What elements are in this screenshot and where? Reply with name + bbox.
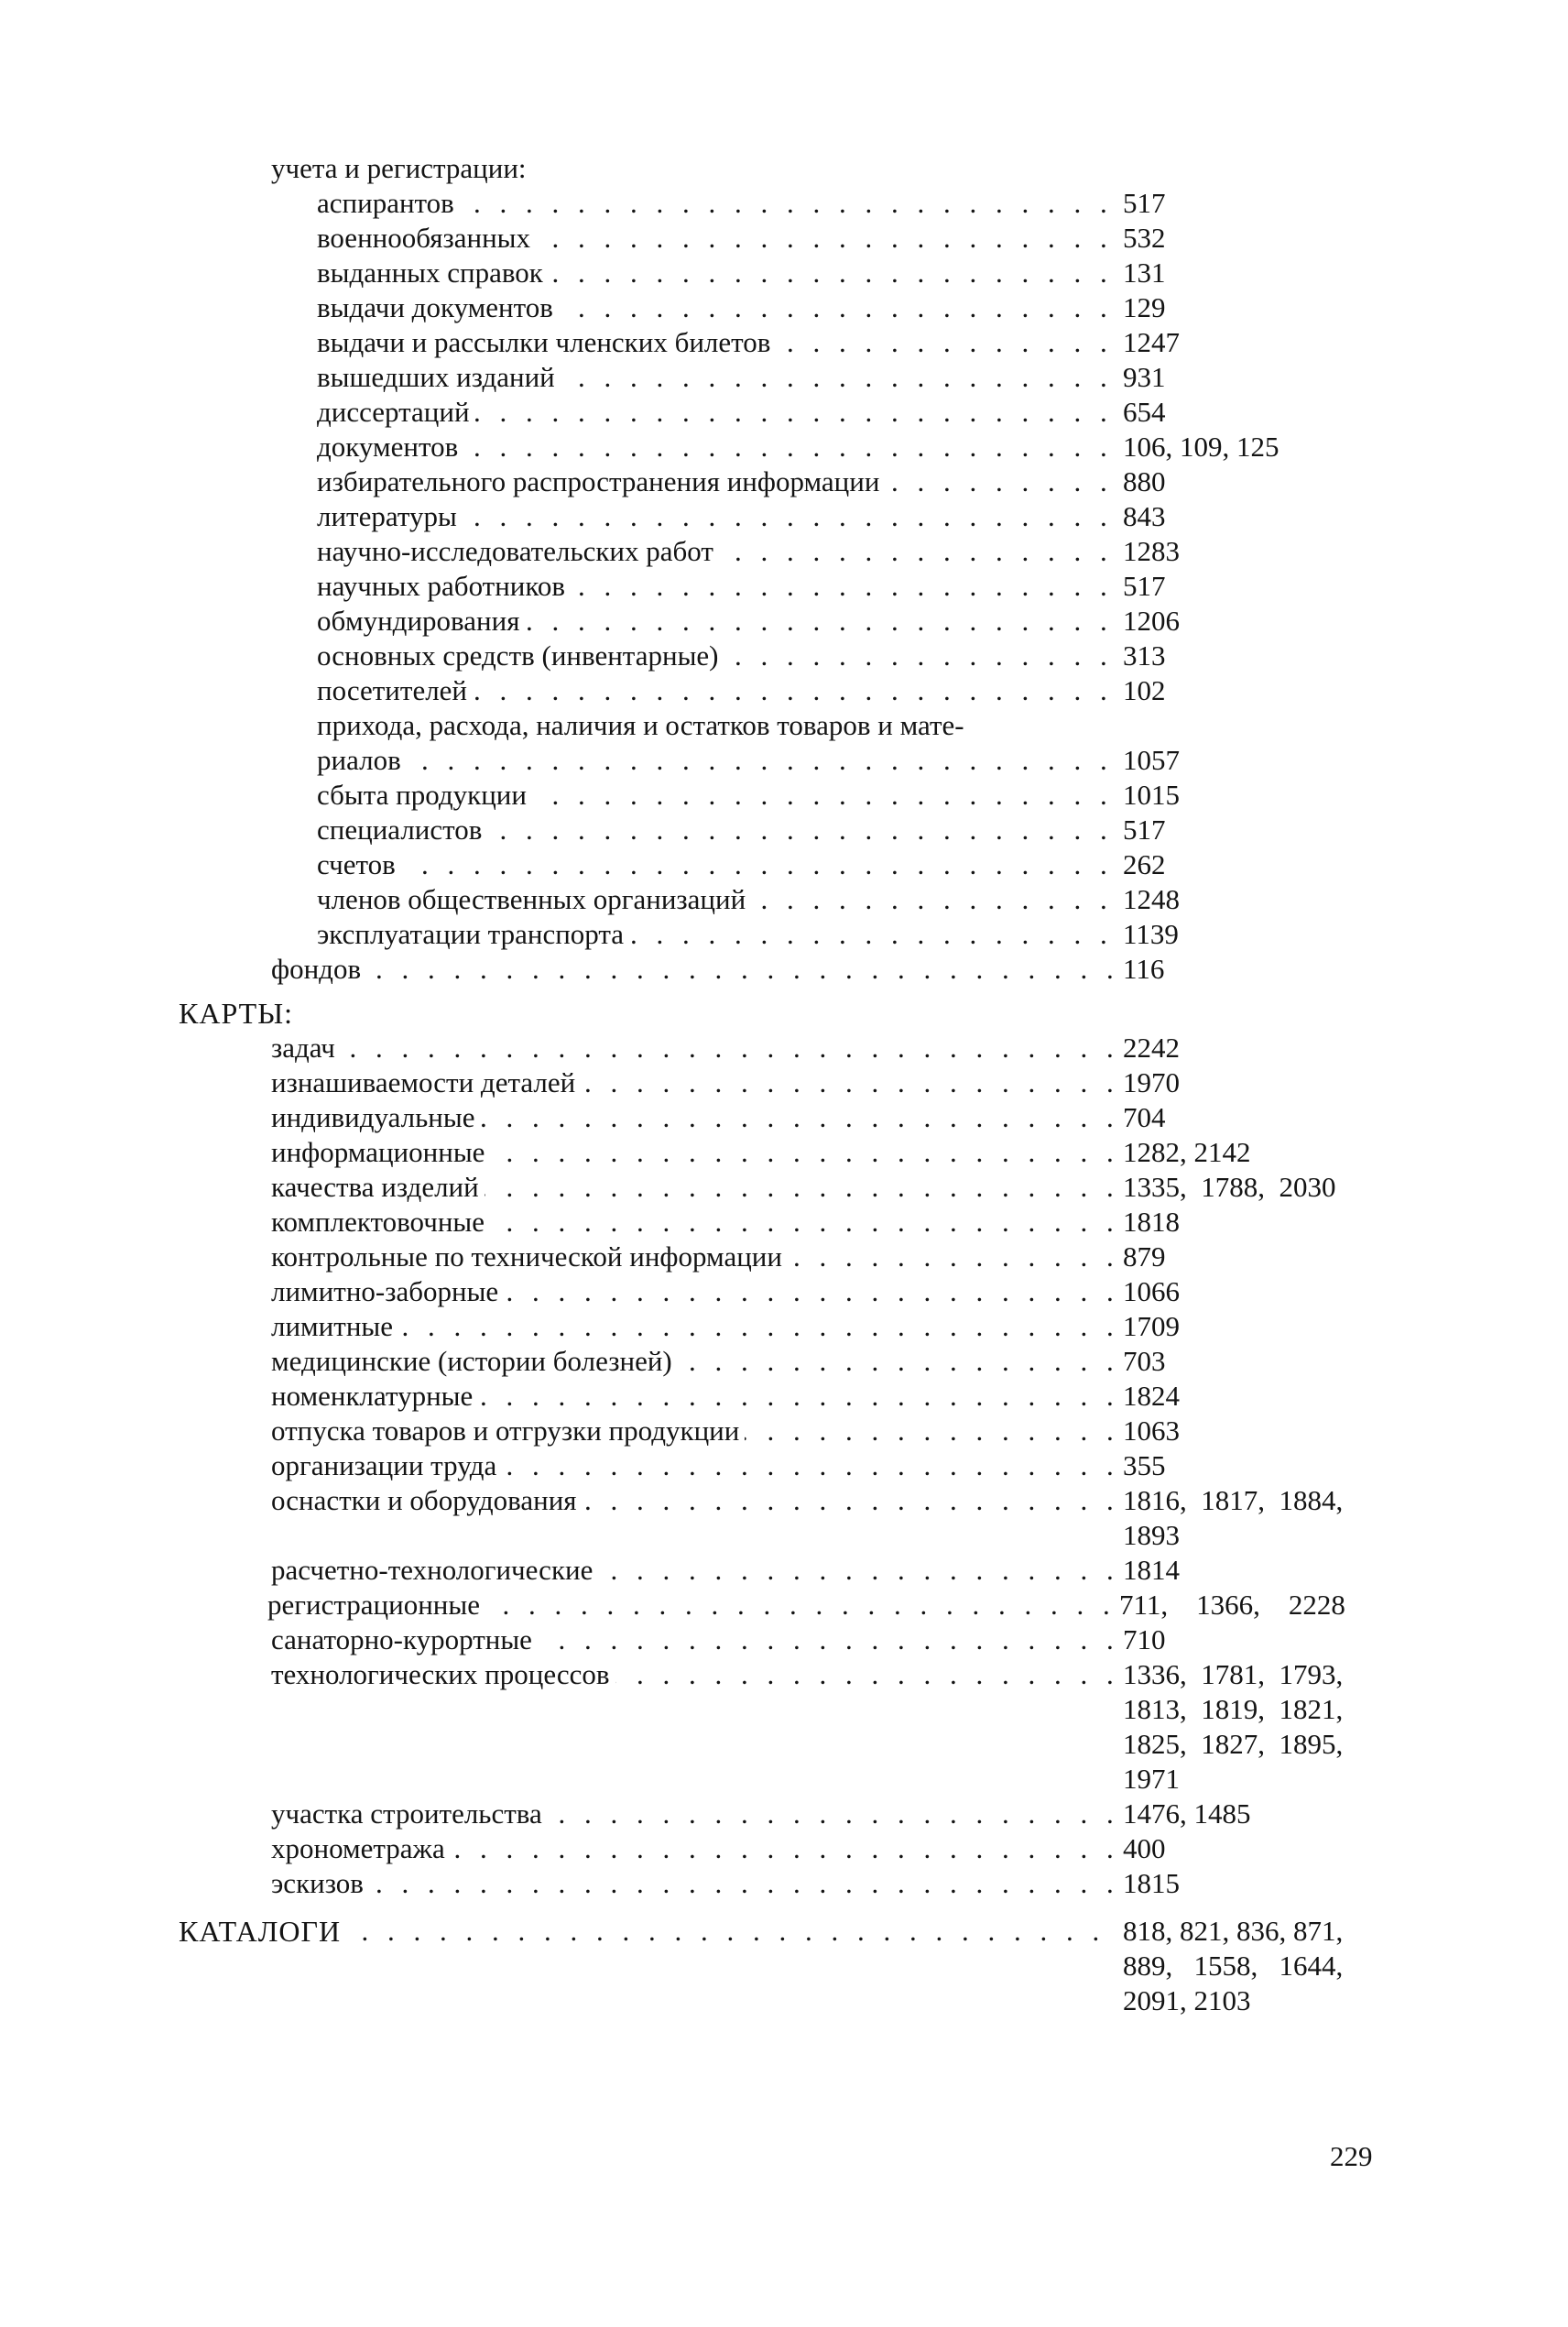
page-ref: 843 [1123,500,1166,532]
page-ref: 1709 [1123,1310,1180,1342]
page-ref: 1816, 1817, 1884, [1123,1484,1344,1516]
page-ref-continued: 1825, 1827, 1895, [1123,1728,1344,1760]
page-ref: 1336, 1781, 1793, [1123,1658,1344,1690]
index-entry: . . . изнашиваемости деталей [271,1065,1116,1100]
index-entry: . . . специалистов [317,813,1116,847]
index-entry: . . . организации труда [271,1448,1116,1483]
page-ref: 532 [1123,222,1166,254]
page-ref-continued: 889, 1558, 1644, [1123,1950,1344,1982]
index-entry: . . . посетителей [317,673,1116,708]
page-ref: 1057 [1123,744,1180,776]
page-ref: 129 [1123,291,1166,323]
index-entry: . . . информационные [271,1135,1116,1170]
page-ref: 1248 [1123,883,1180,915]
index-entry: . . . расчетно-технологические [271,1553,1116,1588]
index-entry: . . . военнообязанных [317,221,1116,256]
page-ref: 2242 [1123,1032,1180,1064]
page-ref: 1476, 1485 [1123,1797,1251,1830]
subentry-heading: учета и регистрации: [271,152,527,184]
index-entry: . . . вышедших изданий [317,360,1116,395]
page-ref: 703 [1123,1345,1166,1377]
index-entry: . . . номенклатурные [271,1379,1116,1414]
section-heading-karty: КАРТЫ: [179,997,293,1030]
page-ref: 1283 [1123,535,1180,567]
page-ref: 116 [1123,953,1165,985]
index-entry: . . . санаторно-курортные [271,1622,1116,1657]
index-entry: . . . комплектовочные [271,1205,1116,1240]
page-ref: 1282, 2142 [1123,1136,1251,1168]
page-ref: 517 [1123,814,1166,846]
page-ref: 313 [1123,639,1166,672]
index-entry-line1: прихода, расхода, наличия и остатков товаров и мате- [317,709,964,741]
index-entry: . . . выдачи документов [317,290,1116,325]
page-ref: 1814 [1123,1554,1180,1586]
page-ref: 1015 [1123,779,1180,811]
page-number: 229 [1330,2140,1373,2172]
page-ref: 704 [1123,1101,1166,1133]
page-ref: 102 [1123,674,1166,706]
page-ref: 879 [1123,1240,1166,1273]
index-entry: . . . диссертаций [317,395,1116,430]
index-entry: . . . технологических процессов [271,1657,1116,1692]
index-entry: . . . оснастки и оборудования [271,1483,1116,1518]
page-ref: 1335, 1788, 2030 [1123,1171,1336,1203]
page-ref: 1206 [1123,605,1180,637]
page-ref: 1247 [1123,326,1180,358]
page-ref: 1063 [1123,1415,1180,1447]
index-entry: . . . избирательного распространения информации [317,464,1116,499]
page-ref: 1066 [1123,1275,1180,1307]
page-ref: 880 [1123,465,1166,497]
index-entry: . . . качества изделий [271,1170,1116,1205]
index-entry: . . . эскизов [271,1866,1116,1901]
page-ref: 1970 [1123,1066,1180,1098]
page-ref: 355 [1123,1449,1166,1481]
index-entry: . . . участка строительства [271,1797,1116,1831]
index-entry: . . . выдачи и рассылки членских билетов [317,325,1116,360]
index-entry: . . . контрольные по технической информации [271,1240,1116,1274]
index-entry: . . . счетов [317,847,1116,882]
page-ref-continued: 2091, 2103 [1123,1984,1251,2016]
page-ref: 931 [1123,361,1166,393]
section-heading-katalogi: . . . КАТАЛОГИ [179,1914,1116,1949]
index-entry: . . . отпуска товаров и отгрузки продукции [271,1414,1116,1448]
page-ref: 262 [1123,848,1166,880]
index-entry: . . . медицинские (истории болезней) [271,1344,1116,1379]
page-ref: 131 [1123,257,1166,289]
page-ref: 1815 [1123,1867,1180,1899]
page-ref: 517 [1123,570,1166,602]
index-entry: . . . основных средств (инвентарные) [317,639,1116,673]
index-entry: . . . лимитные [271,1309,1116,1344]
index-entry: . . . выданных справок [317,256,1116,290]
page-ref: 818, 821, 836, 871, [1123,1915,1344,1947]
index-entry: . . . научно-исследовательских работ [317,534,1116,569]
page-ref: 106, 109, 125 [1123,431,1279,463]
index-entry: . . . членов общественных организаций [317,882,1116,917]
page-ref: 1139 [1123,918,1179,950]
index-entry: . . . регистрационные [267,1588,1116,1622]
page-ref-continued: 1971 [1123,1763,1180,1795]
page-ref-continued: 1813, 1819, 1821, [1123,1693,1344,1725]
index-entry: . . . задач [271,1031,1116,1065]
index-entry: . . . хронометража [271,1831,1116,1866]
page-ref: 1824 [1123,1380,1180,1412]
index-entry: . . . научных работников [317,569,1116,604]
page-ref: 710 [1123,1623,1166,1655]
index-entry: . . . сбыта продукции [317,778,1116,813]
index-entry: . . . обмундирования [317,604,1116,639]
index-entry: . . . лимитно-заборные [271,1274,1116,1309]
page-ref: 654 [1123,396,1166,428]
page-ref-continued: 1893 [1123,1519,1180,1551]
index-entry: . . . аспирантов [317,186,1116,221]
page-ref: 1818 [1123,1206,1180,1238]
page-ref: 517 [1123,187,1166,219]
index-entry: . . . документов [317,430,1116,464]
page-ref: 400 [1123,1832,1166,1864]
index-entry: . . . эксплуатации транспорта [317,917,1116,952]
index-entry-fondov: . . . фондов [271,952,1116,987]
index-entry: . . . литературы [317,499,1116,534]
page-ref: 711, 1366, 2228 [1119,1589,1345,1621]
index-entry: . . . индивидуальные [271,1100,1116,1135]
index-entry: . . . риалов [317,743,1116,778]
